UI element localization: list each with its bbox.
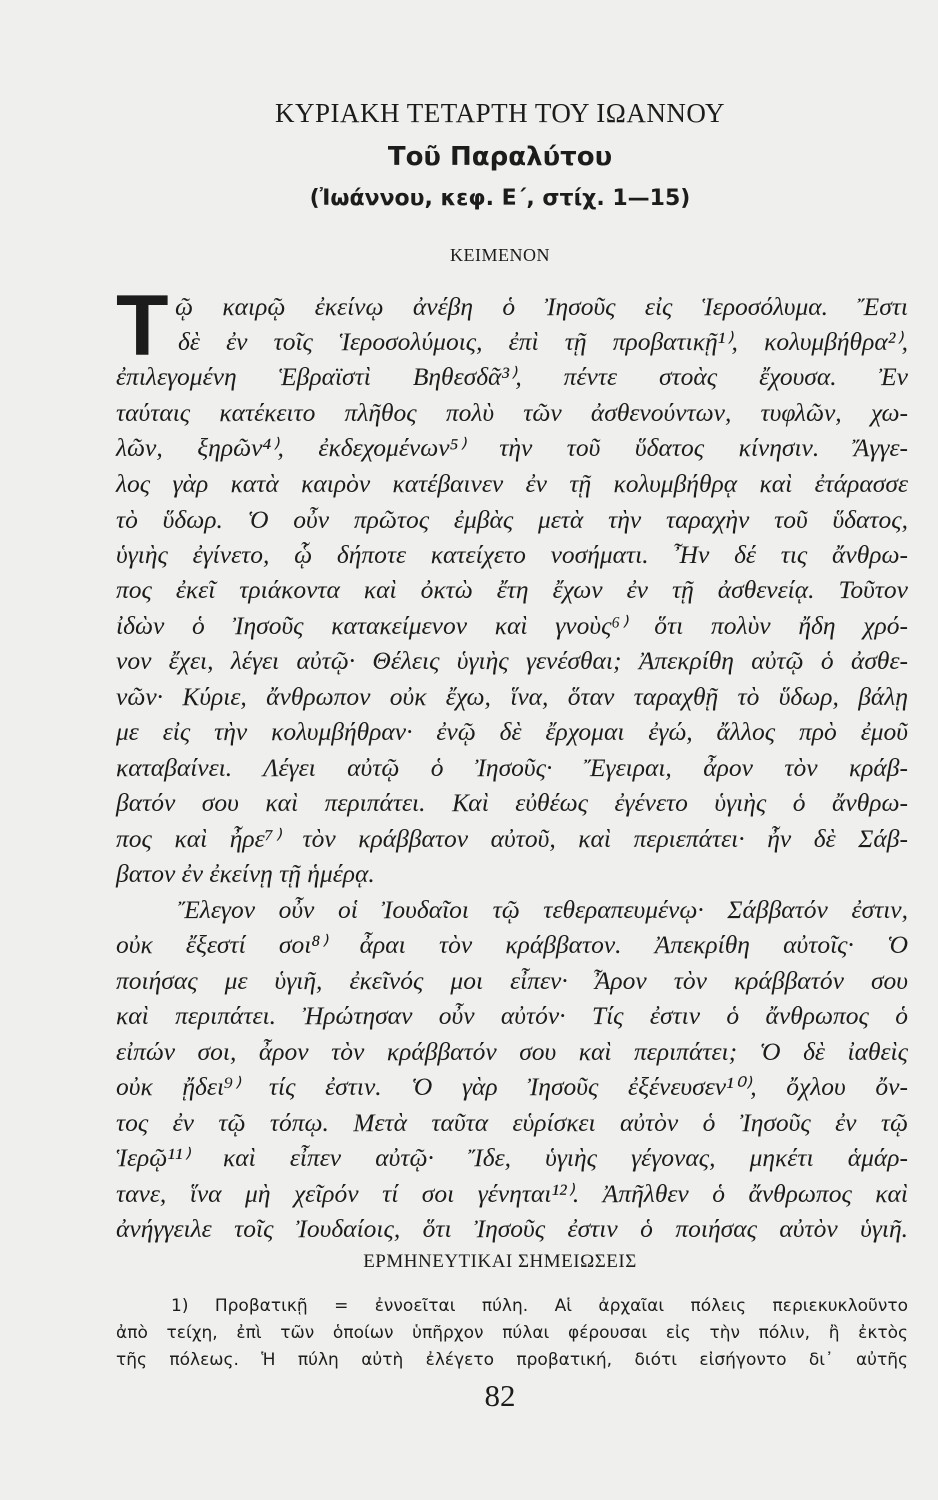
text-line: δὲ ἐν τοῖς Ἱεροσολύμοις, ἐπὶ τῇ προβατικῇ¹⁾, κολυμβήθρα²⁾, <box>178 327 908 356</box>
text-line: οὐκ ἔξεστί σοι⁸⁾ ἆραι τὸν κράββατον. Ἀπεκρίθη αὐτοῖς· Ὁ <box>116 930 908 959</box>
text-line: λῶν, ξηρῶν⁴⁾, ἐκδεχομένων⁵⁾ τὴν τοῦ ὕδατος κίνησιν. Ἄγγε- <box>116 433 908 462</box>
text-line: πος ἐκεῖ τριάκοντα καὶ ὀκτὼ ἔτη ἔχων ἐν τῇ ἀσθενείᾳ. Τοῦτον <box>116 575 908 604</box>
note-line: 1) Προβατικῇ = ἐννοεῖται πύλη. Αἱ ἀρχαῖαι πόλεις περιεκυκλοῦντο <box>171 1296 908 1316</box>
text-line: ἰδὼν ὁ Ἰησοῦς κατακείμενον καὶ γνοὺς⁶⁾ ὅτι πολὺν ἤδη χρό- <box>116 611 908 640</box>
text-line: λος γὰρ κατὰ καιρὸν κατέβαινεν ἐν τῇ κολυμβήθρᾳ καὶ ἐτάρασσε <box>116 469 908 498</box>
scripture-reference: (Ἰωάννου, κεφ. Ε΄, στίχ. 1—15) <box>309 186 691 211</box>
text-line: ἐπιλεγομένη Ἑβραϊστὶ Βηθεσδᾶ³⁾, πέντε στοὰς ἔχουσα. Ἐν <box>116 362 908 391</box>
text-line: τὸ ὕδωρ. Ὁ οὖν πρῶτος ἐμβὰς μετὰ τὴν ταραχὴν τοῦ ὕδατος, <box>116 505 908 534</box>
page-number: 82 <box>484 1378 516 1413</box>
text-line: ταύταις κατέκειτο πλῆθος πολὺ τῶν ἀσθενούντων, τυφλῶν, χω- <box>116 398 908 427</box>
text-line: Ἔλεγον οὖν οἱ Ἰουδαῖοι τῷ τεθεραπευμένῳ· Σάββατόν ἐστιν, <box>178 895 908 924</box>
text-line: καὶ περιπάτει. Ἠρώτησαν οὖν αὐτόν· Τίς ἐστιν ὁ ἄνθρωπος ὁ <box>116 1001 908 1030</box>
text-line: Ἱερῷ¹¹⁾ καὶ εἶπεν αὐτῷ· Ἴδε, ὑγιὴς γέγονας, μηκέτι ἁμάρ- <box>116 1143 908 1172</box>
text-line: ἀνήγγειλε τοῖς Ἰουδαίοις, ὅτι Ἰησοῦς ἐστιν ὁ ποιήσας αὐτὸν ὑγιῆ. <box>116 1214 908 1243</box>
text-line: τανε, ἵνα μὴ χεῖρόν τί σοι γένηται¹²⁾. Ἀπῆλθεν ὁ ἄνθρωπος καὶ <box>116 1179 908 1208</box>
text-line: οὐκ ᾔδει⁹⁾ τίς ἐστιν. Ὁ γὰρ Ἰησοῦς ἐξένευσεν¹⁰⁾, ὄχλου ὄν- <box>116 1072 908 1101</box>
chapter-subtitle: Τοῦ Παραλύτου <box>387 142 613 172</box>
note-line: τῆς πόλεως. Ἡ πύλη αὐτὴ ἐλέγετο προβατική, διότι εἰσήγοντο δι᾽ αὐτῆς <box>116 1350 908 1370</box>
text-line: πος καὶ ἦρε⁷⁾ τὸν κράββατον αὐτοῦ, καὶ περιεπάτει· ἦν δὲ Σάβ- <box>116 824 908 853</box>
drop-cap: Τ <box>116 278 169 374</box>
text-line: ὑγιὴς ἐγίνετο, ᾧ δήποτε κατείχετο νοσήματι. Ἦν δέ τις ἄνθρω- <box>116 540 908 569</box>
text-line: με εἰς τὴν κολυμβήθραν· ἐνῷ δὲ ἔρχομαι ἐγώ, ἄλλος πρὸ ἐμοῦ <box>116 717 908 746</box>
text-line: καταβαίνει. Λέγει αὐτῷ ὁ Ἰησοῦς· Ἔγειραι, ἆρον τὸν κράβ- <box>116 753 908 782</box>
text-line: εἰπών σοι, ἆρον τὸν κράββατόν σου καὶ περιπάτει; Ὁ δὲ ἰαθεὶς <box>116 1037 908 1066</box>
chapter-title: ΚΥΡΙΑΚΗ ΤΕΤΑΡΤΗ ΤΟΥ ΙΩΑΝΝΟΥ <box>275 98 725 128</box>
section-label: ΚΕΙΜΕΝΟΝ <box>450 245 550 265</box>
text-line: νον ἔχει, λέγει αὐτῷ· Θέλεις ὑγιὴς γενέσθαι; Ἀπεκρίθη αὐτῷ ὁ ἀσθε- <box>116 646 908 675</box>
text-line: ποιήσας με ὑγιῆ, ἐκεῖνός μοι εἶπεν· Ἆρον τὸν κράββατόν σου <box>116 966 908 995</box>
text-line: βατόν σου καὶ περιπάτει. Καὶ εὐθέως ἐγένετο ὑγιὴς ὁ ἄνθρω- <box>116 788 908 817</box>
notes-heading: ΕΡΜΗΝΕΥΤΙΚΑΙ ΣΗΜΕΙΩΣΕΙΣ <box>363 1251 637 1272</box>
text-line: τος ἐν τῷ τόπῳ. Μετὰ ταῦτα εὑρίσκει αὐτὸν ὁ Ἰησοῦς ἐν τῷ <box>116 1108 908 1137</box>
text-line: βατον ἐν ἐκείνῃ τῇ ἡμέρᾳ. <box>116 859 375 888</box>
text-line: ῷ καιρῷ ἐκείνῳ ἀνέβη ὁ Ἰησοῦς εἰς Ἱεροσόλυμα. Ἔστι <box>175 292 908 321</box>
text-line: νῶν· Κύριε, ἄνθρωπον οὐκ ἔχω, ἵνα, ὅταν ταραχθῇ τὸ ὕδωρ, βάλῃ <box>116 682 908 711</box>
note-line: ἀπὸ τείχη, ἐπὶ τῶν ὁποίων ὑπῆρχον πύλαι φέρουσαι εἰς τὴν πόλιν, ἢ ἐκτὸς <box>116 1323 908 1343</box>
